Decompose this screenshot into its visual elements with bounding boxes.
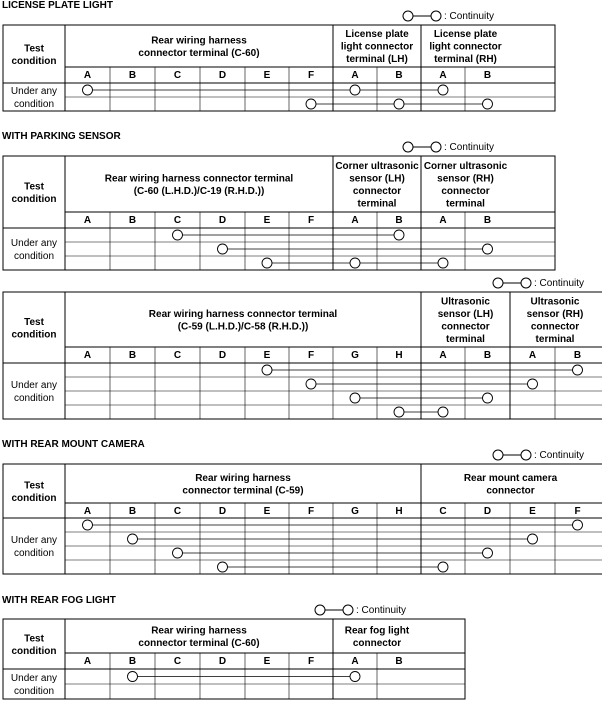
pin-label: F (307, 506, 315, 517)
condition-label: Under any (10, 535, 58, 546)
connector-header: connector (352, 185, 402, 197)
connector-header: terminal (LH) (346, 54, 408, 65)
pin-label: A (439, 70, 447, 81)
pin-label: A (83, 506, 92, 517)
continuity-point (350, 672, 360, 682)
pin-label: D (218, 350, 227, 361)
connector-header: sensor (RH) (437, 173, 494, 185)
pin-label: A (83, 350, 92, 361)
connector-header: connector (530, 321, 580, 333)
connector-header: terminal (446, 198, 485, 210)
connector-header: connector terminal (C-60) (138, 637, 260, 649)
test-condition-header: condition (11, 55, 57, 67)
connector-header: light connector (429, 41, 502, 53)
pin-label: B (128, 70, 137, 81)
pin-label: B (128, 656, 137, 667)
pin-label: A (439, 350, 447, 361)
connector-header: sensor (RH) (526, 308, 584, 320)
pin-label: B (573, 350, 582, 361)
connector-header: Rear mount camera (463, 472, 558, 484)
condition-label: Under any (10, 238, 58, 249)
connector-header: Rear wiring harness (151, 625, 247, 637)
pin-label: C (173, 350, 182, 361)
condition-label: Under any (10, 380, 58, 391)
pin-label: D (483, 506, 492, 517)
condition-label: condition (13, 393, 55, 404)
connector-header: Rear wiring harness (195, 472, 291, 484)
connector-header: License plate (433, 29, 498, 40)
test-condition-header: condition (11, 645, 57, 657)
connector-header: Ultrasonic (530, 296, 580, 308)
connector-header: sensor (LH) (349, 173, 405, 185)
condition-label: condition (13, 686, 55, 697)
condition-label: condition (13, 251, 55, 262)
test-condition-header: Test (24, 316, 44, 328)
pin-label: D (218, 215, 227, 226)
connector-header: Rear wiring harness (151, 35, 247, 47)
test-condition-header: Test (24, 633, 44, 645)
connector-header: (C-59 (L.H.D.)/C-58 (R.H.D.)) (177, 321, 309, 333)
condition-label: condition (13, 548, 55, 559)
pin-label: E (529, 506, 536, 517)
connector-header: connector (441, 185, 490, 197)
pin-label: B (128, 350, 137, 361)
continuity-legend-text: : Continuity (444, 10, 495, 22)
pin-label: A (351, 656, 359, 667)
pin-label: B (483, 70, 492, 81)
test-condition-header: Test (24, 480, 44, 492)
pin-label: C (173, 215, 182, 226)
pin-label: A (83, 70, 92, 81)
continuity-connection (128, 672, 361, 682)
condition-label: condition (13, 99, 55, 110)
pin-label: E (263, 506, 271, 517)
connector-header: terminal (446, 333, 485, 345)
connector-header: terminal (RH) (434, 54, 497, 65)
pin-label: B (483, 215, 492, 226)
pin-label: F (574, 506, 581, 517)
pin-label: E (263, 656, 271, 667)
pin-label: H (395, 350, 403, 361)
pin-label: B (395, 70, 403, 81)
section-heading-rear-fog-light: WITH REAR FOG LIGHT (2, 595, 116, 606)
test-condition-header: condition (11, 193, 57, 205)
pin-label: A (351, 215, 359, 226)
continuity-legend-text: : Continuity (444, 141, 495, 153)
pin-label: B (395, 656, 403, 667)
pin-label: E (263, 350, 271, 361)
condition-label: Under any (10, 673, 58, 684)
pin-label: C (173, 70, 182, 81)
pin-label: C (173, 656, 182, 667)
pin-label: B (128, 215, 137, 226)
continuity-legend-text: : Continuity (534, 449, 585, 461)
pin-label: E (263, 215, 271, 226)
pin-label: A (83, 656, 92, 667)
connector-header: Corner ultrasonic (335, 160, 419, 172)
connector-header: Rear wiring harness connector terminal (104, 173, 294, 185)
pin-label: C (439, 506, 447, 517)
pin-label: H (395, 506, 403, 517)
test-condition-header: condition (11, 329, 57, 341)
pin-label: D (218, 506, 227, 517)
pin-label: F (307, 350, 315, 361)
pin-label: C (173, 506, 182, 517)
pin-label: E (263, 70, 271, 81)
continuity-legend-text: : Continuity (356, 604, 407, 616)
continuity-legend-text: : Continuity (534, 277, 585, 289)
pin-label: A (439, 215, 447, 226)
connector-header: terminal (357, 198, 397, 210)
section-heading-rear-mount-camera: WITH REAR MOUNT CAMERA (2, 439, 145, 450)
connector-header: connector (352, 637, 402, 649)
connector-header: connector (486, 485, 535, 497)
test-condition-header: Test (24, 43, 44, 55)
section-heading-license-plate-light: LICENSE PLATE LIGHT (2, 0, 113, 11)
test-condition-header: Test (24, 181, 44, 193)
connector-header: sensor (LH) (437, 308, 494, 320)
connector-header: connector terminal (C-60) (138, 47, 260, 59)
connector-header: connector (441, 321, 490, 333)
pin-label: D (218, 656, 227, 667)
pin-label: A (83, 215, 92, 226)
connector-header: License plate (345, 29, 409, 40)
continuity-point (128, 672, 138, 682)
pin-label: F (307, 215, 315, 226)
pin-label: G (351, 506, 359, 517)
pin-label: A (351, 70, 359, 81)
pin-label: B (395, 215, 403, 226)
connector-header: connector terminal (C-59) (182, 485, 304, 497)
pin-label: A (528, 350, 537, 361)
connector-header: Corner ultrasonic (423, 160, 508, 172)
connector-header: Rear fog light (344, 625, 410, 637)
connector-header: Ultrasonic (441, 296, 490, 308)
pin-label: D (218, 70, 227, 81)
connector-header: light connector (340, 41, 414, 53)
connector-header: Rear wiring harness connector terminal (148, 308, 338, 320)
connector-header: terminal (535, 333, 575, 345)
pin-label: B (128, 506, 137, 517)
connector-header: (C-60 (L.H.D.)/C-19 (R.H.D.)) (133, 185, 265, 197)
test-condition-header: condition (11, 492, 57, 504)
condition-label: Under any (10, 86, 58, 97)
pin-label: B (483, 350, 492, 361)
pin-label: F (307, 70, 315, 81)
pin-label: F (307, 656, 315, 667)
section-heading-parking-sensor: WITH PARKING SENSOR (2, 131, 121, 142)
pin-label: G (351, 350, 359, 361)
